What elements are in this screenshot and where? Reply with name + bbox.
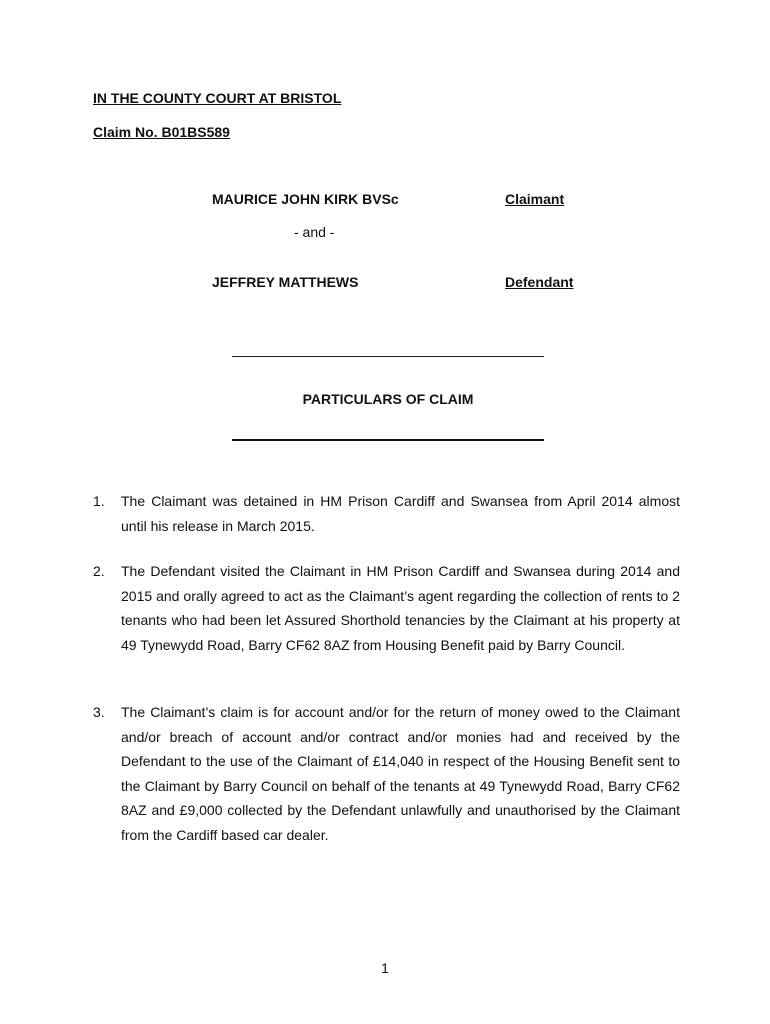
paragraph-number: 1. [93, 493, 105, 509]
title-rule-bottom [232, 439, 544, 441]
claimant-name: MAURICE JOHN KIRK BVSc [212, 191, 399, 207]
paragraph [93, 559, 680, 657]
paragraph-number: 2. [93, 563, 105, 579]
title-rule-top [232, 356, 544, 357]
paragraph-text: The Claimant was detained in HM Prison Cardiff and Swansea from April 2014 almost until his release in March 2015. [121, 493, 680, 534]
court-heading: IN THE COUNTY COURT AT BRISTOL [93, 90, 342, 106]
claim-number: Claim No. B01BS589 [93, 124, 230, 140]
and-separator: - and - [294, 224, 335, 240]
defendant-role: Defendant [505, 274, 574, 290]
defendant-name: JEFFREY MATTHEWS [212, 274, 359, 290]
paragraph [93, 489, 680, 538]
paragraph [93, 700, 680, 847]
paragraph-text: The Claimant’s claim is for account and/or for the return of money owed to the Claimant and/or breach of account and/or contract and/or monies had and received by the Defendant to the use of the Claimant of £14,040 in respect of the Housing Benefit sent to the Claimant by Barry Council on behalf of the tenants at 49 Tynewydd Road, Barry CF62 8AZ and £9,000 collected by the Defendant unlawfully and unauthorised by the Claimant from the Cardiff based car dealer. [121, 704, 680, 843]
claimant-role: Claimant [505, 191, 565, 207]
paragraph-number: 3. [93, 704, 105, 720]
paragraph-text: The Defendant visited the Claimant in HM Prison Cardiff and Swansea during 2014 and 2015 and orally agreed to act as the Claimant’s agent regarding the collection of rents to 2 tenants who had been let Assured Shorthold tenancies by the Claimant at his property at 49 Tynewydd Road, Barry CF62 8AZ from Housing Benefit paid by Barry Council. [121, 563, 680, 653]
document-title: PARTICULARS OF CLAIM [302, 391, 474, 407]
page-number: 1 [381, 960, 389, 976]
